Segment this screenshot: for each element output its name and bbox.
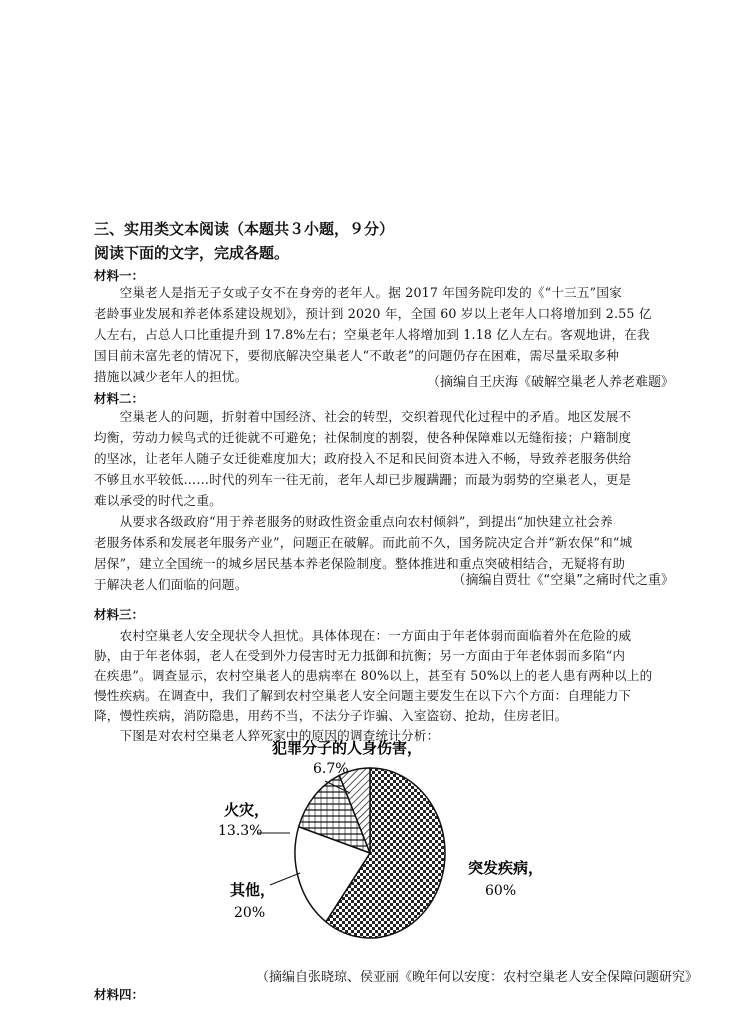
material1-source: （摘编自王庆海《破解空巢老人养老难题》 — [426, 375, 674, 390]
other-slice-name: 其他， — [230, 881, 276, 899]
material2-line: 难以承受的时代之重。 — [94, 493, 222, 508]
other-leader-line — [270, 873, 300, 885]
material3-line: 在疾患”。调查显示，农村空巢老人的患病率在 80%以上，甚至有 50%以上的老人患有两种以上的 — [94, 668, 653, 683]
material3-line: 降，慢性疾病，消防隐患，用药不当，不法分子诈骗、入室盗窃、抢劫，住房老旧。 — [94, 708, 568, 723]
material1-line: 人左右，占总人口比重提升到 17.8%左右；空巢老年人将增加到 1.18 亿人左右。客观地讲，在我 — [94, 327, 650, 342]
crime-slice-value: 6.7% — [313, 761, 349, 777]
material2-line: 于解决老人们面临的问题。 — [94, 577, 248, 592]
material1-line: 国目前未富先老的情况下，要彻底解决空巢老人“不敢老”的问题仍存在困难，需尽量采取多种 — [94, 348, 620, 363]
material4-label: 材料四： — [94, 987, 145, 1002]
pie-slices — [295, 768, 445, 938]
material1-line: 老龄事业发展和养老体系建设规划》，预计到 2020 年，全国 60 岁以上老年人口将增加到 2.55 亿 — [94, 306, 652, 321]
material1-line: 空巢老人是指无子女或子女不在身旁的老年人。据 2017 年国务院印发的《“十三五”国家 — [94, 285, 622, 300]
material2-line: 居保”，建立全国统一的城乡居民基本养老保险制度。整体推进和重点突破相结合，无疑将有助 — [94, 556, 626, 571]
material2-line: 的坚冰，让老年人随子女迁徙难度加大；政府投入不足和民间资本进入不畅，导致养老服务供给 — [94, 451, 632, 466]
crime-slice-name: 犯罪分子的人身伤害， — [272, 739, 423, 757]
material2-line: 空巢老人的问题，折射着中国经济、社会的转型，交织着现代化过程中的矛盾。地区发展不 — [94, 409, 632, 424]
pie-chart — [180, 735, 580, 970]
material2-line: 从要求各级政府“用于养老服务的财政性资金重点向农村倾斜”，到提出“加快建立社会养 — [94, 514, 613, 529]
material2-line: 老服务体系和发展老年服务产业”，问题正在破解。而此前不久，国务院决定合并“新农保”和“城 — [94, 535, 633, 550]
material2-source: （摘编自贾壮《“空巢”之痛时代之重》 — [452, 573, 674, 588]
fire-slice-value: 13.3% — [218, 823, 263, 839]
material3-label: 材料三： — [94, 607, 145, 622]
material3-source: （摘编自张晓琼、侯亚丽《晚年何以安度：农村空巢老人安全保障问题研究》 — [255, 970, 698, 985]
disease-slice-value: 60% — [485, 883, 517, 899]
material1-line: 措施以减少老年人的担忧。 — [94, 369, 248, 384]
material2-line: 不够且水平较低……时代的列车一往无前，老年人却已步履蹒跚；而最为弱势的空巢老人，更是 — [94, 472, 632, 487]
fire-slice-name: 火灾， — [224, 801, 270, 819]
material3-line: 农村空巢老人安全现状令人担忧。具体体现在：一方面由于年老体弱而面临着外在危险的威 — [94, 628, 632, 643]
material3-line: 下图是对农村空巢老人猝死家中的原因的调查统计分析： — [94, 728, 440, 743]
section-title: 三、实用类文本阅读（本题共３小题，９分） — [94, 220, 395, 238]
material1-label: 材料一： — [94, 268, 145, 283]
other-slice-value: 20% — [234, 905, 266, 921]
material3-line: 慢性疾病。在调查中，我们了解到农村空巢老人安全问题主要发生在以下六个方面：自理能力下 — [94, 688, 632, 703]
material3-line: 胁，由于年老体弱，老人在受到外力侵害时无力抵御和抗衡；另一方面由于年老体弱而多陷“内 — [94, 648, 626, 663]
section-instruction: 阅读下面的文字，完成各题。 — [94, 244, 290, 262]
disease-slice-name: 突发疾病， — [468, 859, 544, 877]
material2-label: 材料二： — [94, 391, 145, 406]
material2-line: 均衡，劳动力候鸟式的迁徙就不可避免；社保制度的割裂，使各种保障难以无缝衔接；户籍制度 — [94, 430, 632, 445]
